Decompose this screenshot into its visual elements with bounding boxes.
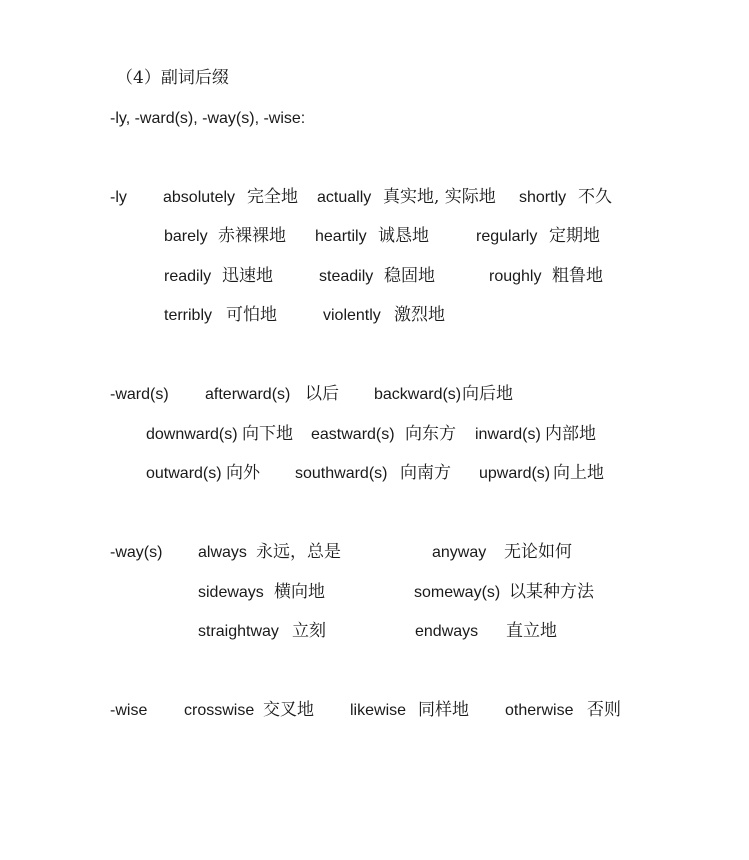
word-zh: 可怕地: [226, 305, 277, 325]
word-zh: 内部地: [545, 424, 596, 444]
section-heading: （4）副词后缀: [116, 68, 229, 88]
word-en: readily: [164, 268, 212, 285]
word-zh: 赤裸裸地: [218, 226, 286, 246]
word-en: likewise: [350, 702, 407, 719]
word-zh: 定期地: [549, 226, 600, 246]
word-en: downward(s): [146, 426, 238, 443]
word-zh: 永远，总是: [256, 542, 341, 562]
word-zh: 迅速地: [222, 266, 273, 286]
word-zh: 真实地, 实际地: [383, 187, 496, 207]
word-zh: 粗鲁地: [552, 266, 603, 286]
word-zh: 无论如何: [504, 542, 572, 562]
word-zh: 诚恳地: [378, 226, 429, 246]
word-zh: 向后地: [462, 384, 513, 404]
word-en: backward(s): [374, 386, 462, 403]
word-zh: 横向地: [274, 582, 325, 602]
word-en: heartily: [315, 228, 367, 245]
word-zh: 向上地: [553, 463, 604, 483]
suffix-label-way: -way(s): [110, 544, 163, 561]
word-en: barely: [164, 228, 208, 245]
word-en: straightway: [198, 623, 279, 640]
word-en: upward(s): [479, 465, 551, 482]
word-zh: 同样地: [418, 700, 469, 720]
word-en: eastward(s): [311, 426, 395, 443]
word-en: anyway: [432, 544, 487, 561]
word-zh: 立刻: [292, 621, 326, 641]
word-zh: 以某种方法: [509, 582, 594, 602]
word-en: afterward(s): [205, 386, 291, 403]
word-en: otherwise: [505, 702, 574, 719]
word-en: shortly: [519, 189, 567, 206]
word-en: outward(s): [146, 465, 222, 482]
word-zh: 向南方: [400, 463, 451, 483]
word-en: southward(s): [295, 465, 388, 482]
word-en: inward(s): [475, 426, 541, 443]
word-en: violently: [323, 307, 381, 324]
word-en: terribly: [164, 307, 213, 324]
word-zh: 直立地: [506, 621, 557, 641]
word-zh: 完全地: [247, 187, 298, 207]
word-en: roughly: [489, 268, 542, 285]
word-en: endways: [415, 623, 479, 640]
word-zh: 稳固地: [384, 266, 435, 286]
suffix-list-subtitle: -ly, -ward(s), -way(s), -wise:: [110, 110, 306, 127]
word-zh: 否则: [587, 700, 621, 720]
word-zh: 不久: [578, 187, 612, 207]
word-en: steadily: [319, 268, 374, 285]
word-en: crosswise: [184, 702, 255, 719]
word-zh: 向下地: [242, 424, 293, 444]
word-zh: 向东方: [405, 424, 456, 444]
word-zh: 向外: [226, 463, 260, 483]
word-en: sideways: [198, 584, 264, 601]
word-en: actually: [317, 189, 372, 206]
suffix-label-wise: -wise: [110, 702, 148, 719]
word-en: regularly: [476, 228, 538, 245]
suffix-label-ly: -ly: [110, 189, 127, 206]
word-zh: 激烈地: [394, 305, 445, 325]
suffix-label-ward: -ward(s): [110, 386, 169, 403]
word-zh: 交叉地: [263, 700, 314, 720]
word-en: someway(s): [414, 584, 501, 601]
word-en: absolutely: [163, 189, 236, 206]
word-zh: 以后: [305, 384, 339, 404]
word-en: always: [198, 544, 247, 561]
